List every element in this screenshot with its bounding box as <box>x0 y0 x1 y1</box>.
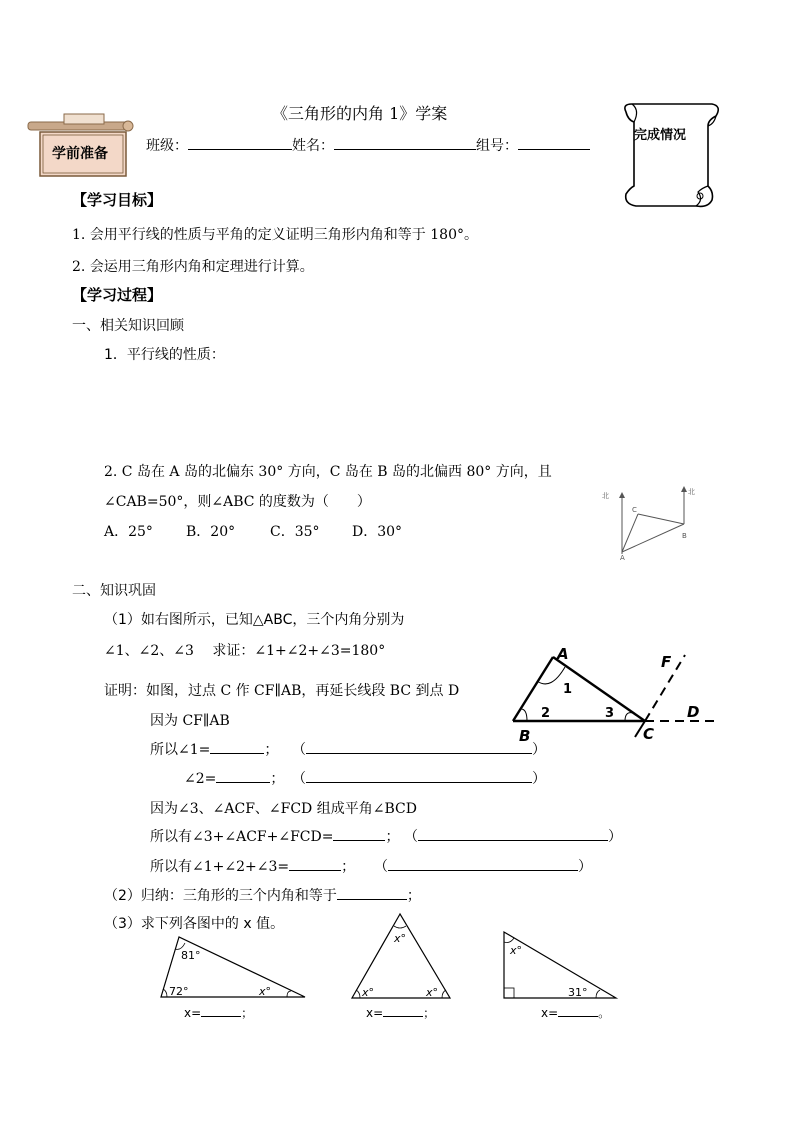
t3-answer: x= 。 <box>541 1006 611 1020</box>
north-label-2: 北 <box>688 488 695 496</box>
goal-item-1: 1. 会用平行线的性质与平角的定义证明三角形内角和等于 180°。 <box>72 227 478 243</box>
class-field[interactable] <box>188 135 292 150</box>
so4-reason: （ ） <box>374 856 592 876</box>
q1-line1: （1）如右图所示，已知△ABC，三个内角分别为 <box>104 612 405 628</box>
q2-line: （2）归纳：三角形的三个内角和等于 ； <box>104 885 421 905</box>
angle-2-label: 2 <box>541 706 551 721</box>
angle-3-label: 3 <box>605 706 615 721</box>
choice-c[interactable]: C．35° <box>270 524 320 540</box>
t1-top-angle: 81° <box>181 949 201 962</box>
proof-intro: 证明：如图，过点 C 作 CF∥AB，再延长线段 BC 到点 D <box>104 683 460 699</box>
t2-answer-field[interactable] <box>383 1004 423 1017</box>
so3-reason: （ ） <box>404 826 622 846</box>
triangle-abc-figure <box>505 645 735 745</box>
q1-line2: ∠1、∠2、∠3 求证：∠1+∠2+∠3=180° <box>104 643 386 659</box>
triangle-3-figure <box>500 928 620 1003</box>
so3-reason-field[interactable] <box>418 826 608 841</box>
map-label-c: C <box>632 506 637 514</box>
angle-1-label: 1 <box>563 682 573 697</box>
t2-left-angle: x° <box>362 986 375 999</box>
so1-reason: （ ） <box>292 739 546 759</box>
badge-right-text: 完成情况 <box>634 128 687 143</box>
t1-right-angle: x° <box>259 985 272 998</box>
so3-line: 所以有∠3+∠ACF+∠FCD= ； <box>150 826 399 846</box>
triangle-1-figure <box>155 933 315 1003</box>
map-label-b: B <box>682 532 687 540</box>
goals-heading: 【学习目标】 <box>72 191 163 209</box>
process-heading: 【学习过程】 <box>72 286 163 304</box>
map-label-a: A <box>620 554 625 562</box>
label-c: C <box>643 725 655 743</box>
label-b: B <box>519 727 531 745</box>
so2-line: ∠2= ； <box>184 768 284 788</box>
so2-reason: （ ） <box>292 768 546 788</box>
t3-answer-field[interactable] <box>558 1004 598 1017</box>
north-label-1: 北 <box>602 492 609 500</box>
t3-top-angle: x° <box>510 944 523 957</box>
so4-reason-field[interactable] <box>388 856 578 871</box>
triangle-2-figure <box>348 910 458 1002</box>
t1-answer: x= ； <box>184 1006 254 1020</box>
badge-right <box>616 100 726 210</box>
item2-line1: 2. C 岛在 A 岛的北偏东 30° 方向，C 岛在 B 岛的北偏西 80° 方向，且 <box>104 464 552 480</box>
so3-answer[interactable] <box>333 826 385 841</box>
item1: 1．平行线的性质： <box>104 347 225 363</box>
because1: 因为 CF∥AB <box>150 713 230 729</box>
section2-title: 二、知识巩固 <box>72 583 156 599</box>
badge-left-text: 学前准备 <box>52 146 108 162</box>
label-d: D <box>687 703 700 721</box>
section1-title: 一、相关知识回顾 <box>72 318 184 334</box>
t2-right-angle: x° <box>426 986 439 999</box>
t2-top-angle: x° <box>394 932 407 945</box>
t3-right-angle: 31° <box>568 986 588 999</box>
choices <box>104 521 402 541</box>
name-label: 姓名： <box>292 138 334 154</box>
because2: 因为∠3、∠ACF、∠FCD 组成平角∠BCD <box>150 801 417 817</box>
t1-left-angle: 72° <box>169 985 189 998</box>
name-field[interactable] <box>334 135 476 150</box>
group-field[interactable] <box>518 135 590 150</box>
info-line <box>146 135 590 155</box>
q3-line: （3）求下列各图中的 x 值。 <box>104 916 285 932</box>
choice-b[interactable]: B．20° <box>186 524 236 540</box>
t2-answer: x= ； <box>366 1006 436 1020</box>
choice-d[interactable]: D．30° <box>352 524 403 540</box>
so4-line: 所以有∠1+∠2+∠3= ； <box>150 856 355 876</box>
so1-reason-field[interactable] <box>306 739 532 754</box>
so1-line: 所以∠1= ； <box>150 739 278 759</box>
so2-answer[interactable] <box>216 768 270 783</box>
so4-answer[interactable] <box>289 856 341 871</box>
badge-left <box>28 112 136 178</box>
group-label: 组号： <box>476 138 518 154</box>
so2-reason-field[interactable] <box>306 768 532 783</box>
page-title: 《三角形的内角 1》学案 <box>272 104 448 123</box>
scroll-paper-icon <box>616 100 726 210</box>
so1-answer[interactable] <box>210 739 264 754</box>
class-label: 班级： <box>146 138 188 154</box>
label-f: F <box>661 653 672 671</box>
t1-answer-field[interactable] <box>201 1004 241 1017</box>
goal-item-2: 2. 会运用三角形内角和定理进行计算。 <box>72 259 314 275</box>
q2-answer[interactable] <box>337 885 407 900</box>
island-map-figure <box>600 480 710 560</box>
label-a: A <box>557 645 569 663</box>
item2-line2: ∠CAB=50°，则∠ABC 的度数为（ ） <box>104 494 371 510</box>
choice-a[interactable]: A．25° <box>104 524 153 540</box>
